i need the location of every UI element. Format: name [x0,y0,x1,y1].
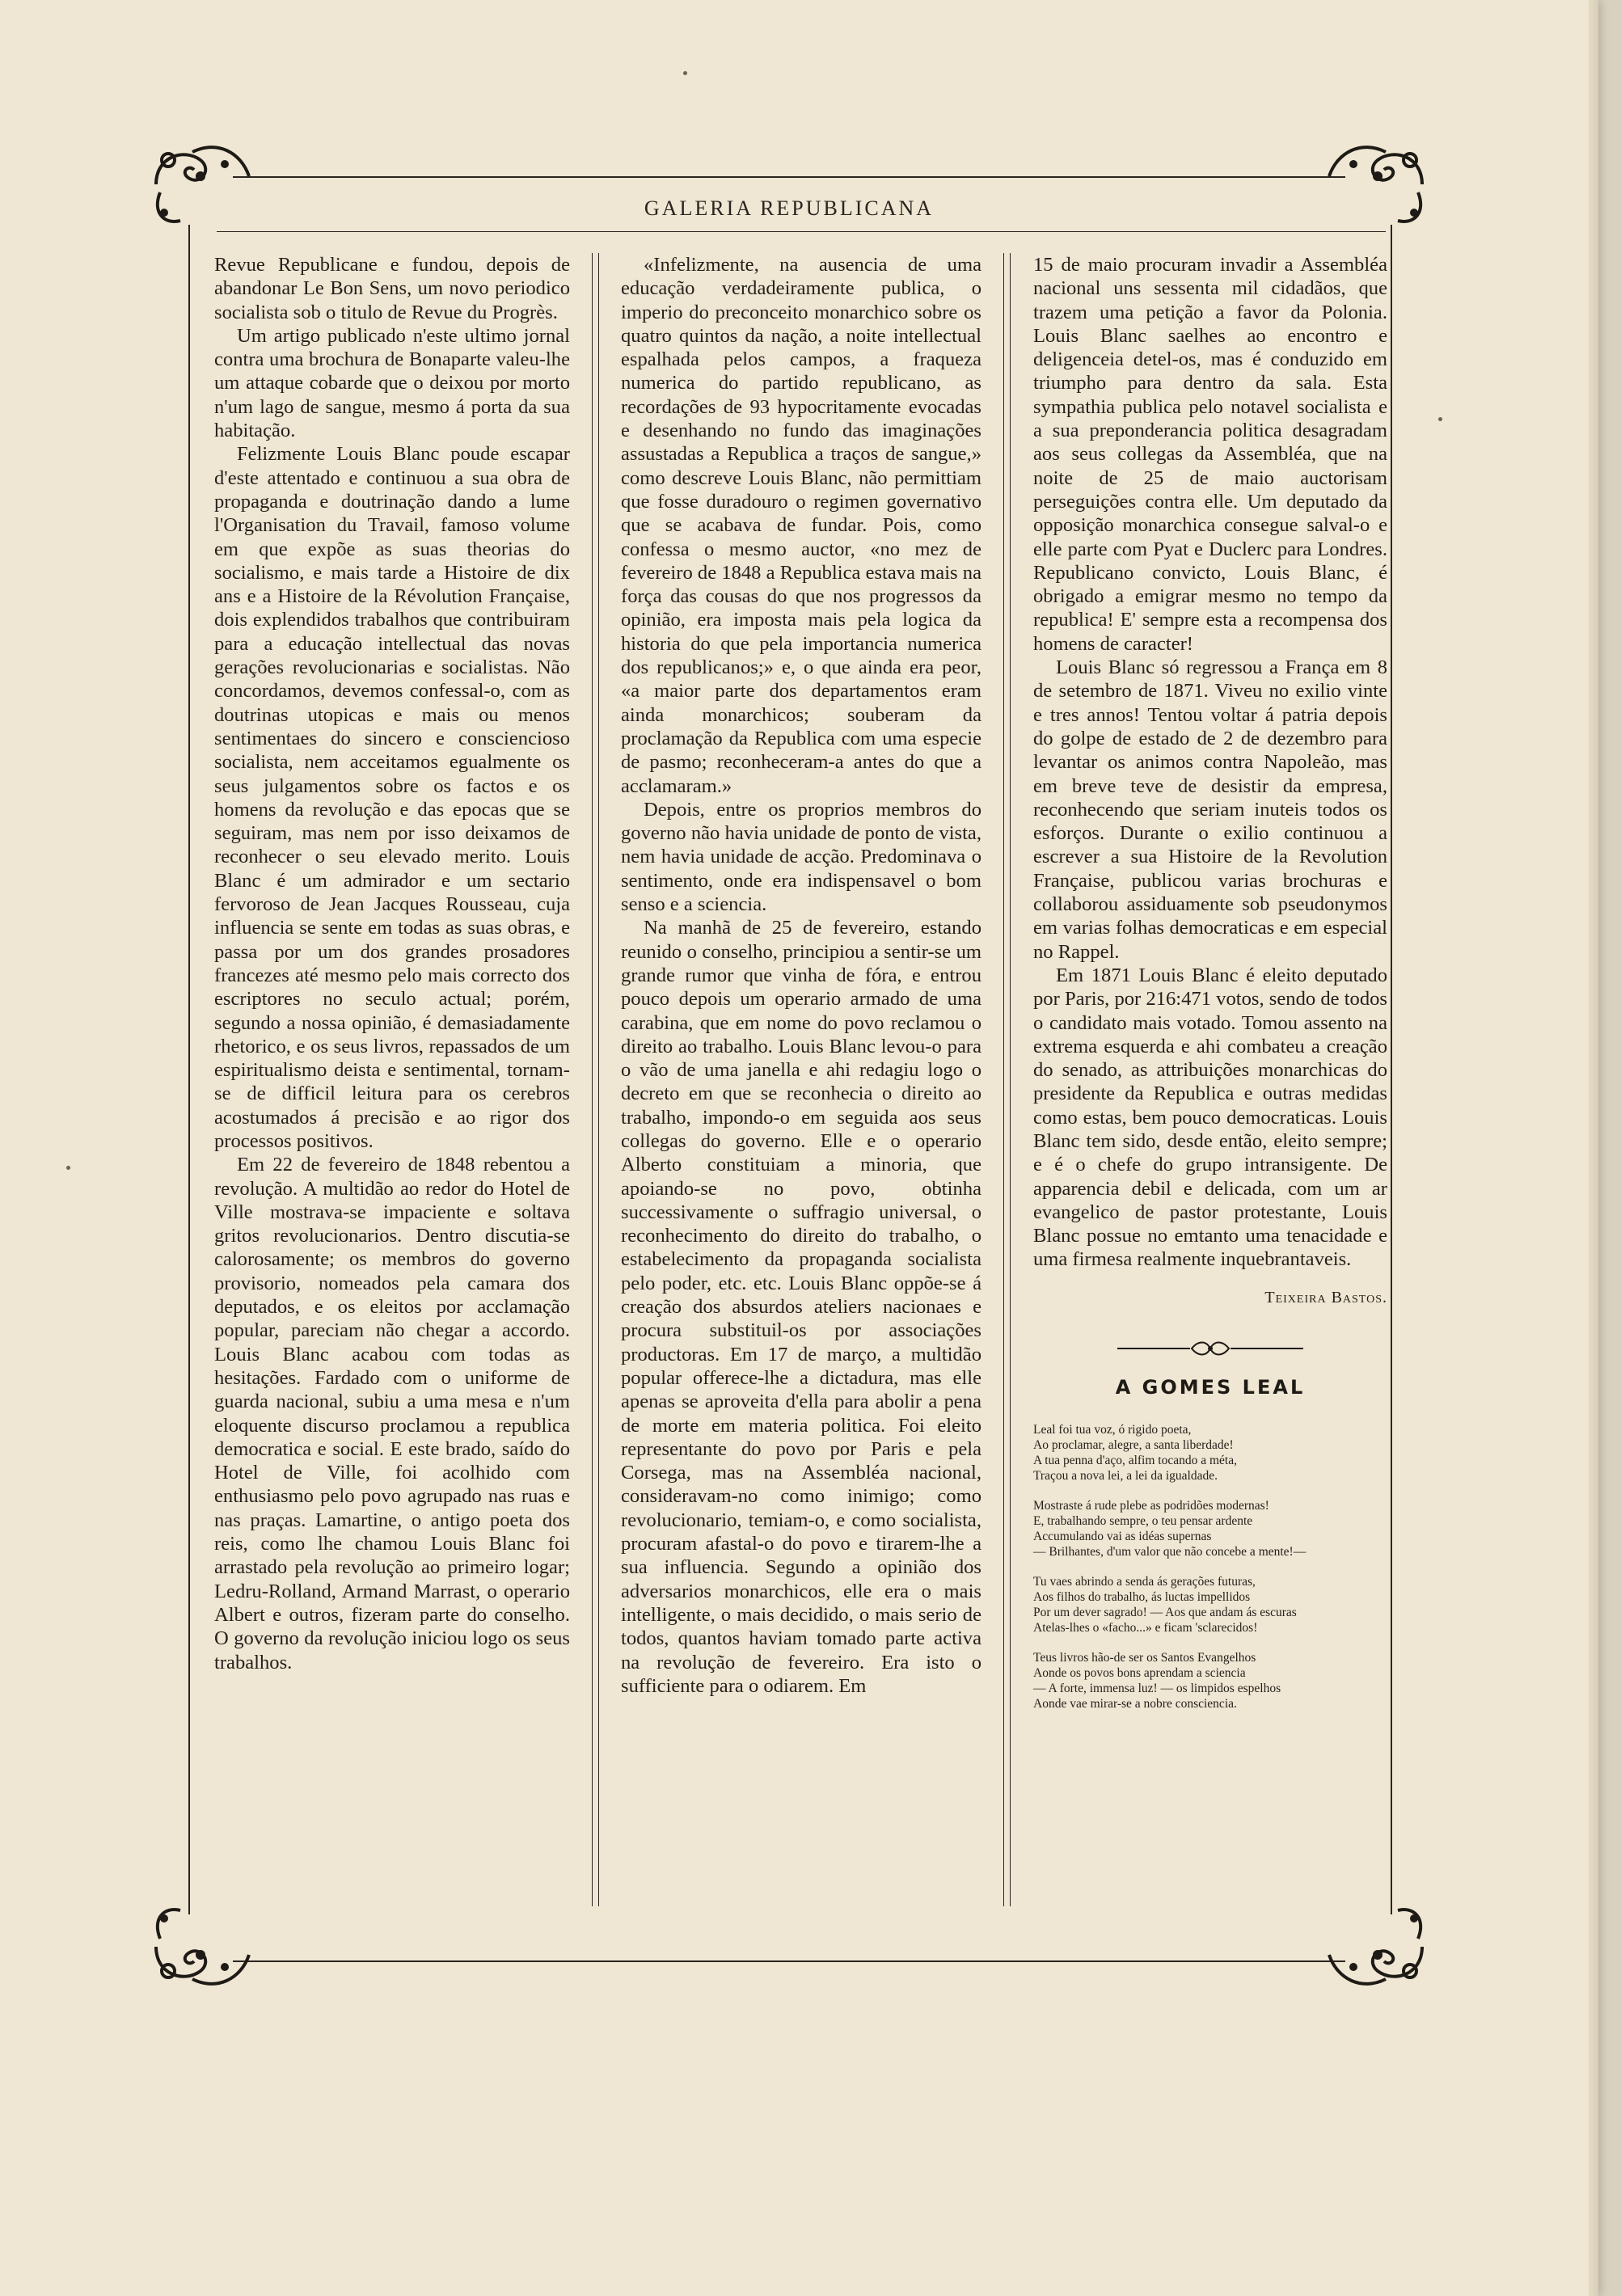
poem-line: Leal foi tua voz, ó rigido poeta, [1033,1423,1192,1437]
column-middle [621,253,981,1698]
poem-stanza [1033,1574,1387,1635]
frame-right-border [1391,225,1392,1914]
poem-line: — A forte, immensa luz! — os limpidos espelhos [1033,1682,1281,1696]
corner-ornament-bottom-right [1313,1898,1434,1995]
header-rule [217,231,1386,232]
poem [1033,1422,1387,1711]
paragraph: Em 1871 Louis Blanc é eleito deputado por Paris, por 216:471 votos, sendo de todos o candidato mais votado. Tomou assento na extrema esquerda e ahi combateu a creação do senado, as attribuições monarchicas do presidente da Republica e outras medidas como estas, bem pouco democraticas. Louis Blanc tem sido, desde então, eleito sempre; e é o chefe do grupo intransigente. De apparencia debil e delicada, com um ar evangelico de pastor protestante, Louis Blanc possue no emtanto uma tenacidade e uma firmesa realmente inquebrantaveis. [1033,964,1387,1271]
corner-ornament-bottom-left [144,1898,265,1995]
poem-line: Ao proclamar, alegre, a santa liberdade! [1033,1438,1234,1453]
poem-line: Atelas-lhes o «facho...» e ficam 'sclarecidos! [1033,1621,1258,1635]
poem-line: E, trabalhando sempre, o teu pensar ardente [1033,1514,1253,1529]
poem-line: A tua penna d'aço, alfim tocando a méta, [1033,1454,1237,1468]
poem-stanza [1033,1422,1387,1484]
poem-stanza [1033,1650,1387,1711]
paragraph: 15 de maio procuram invadir a Assembléa nacional uns sessenta mil cidadãos, que trazem uma petição a favor da Polonia. Louis Blanc saelhes ao encontro e deligenceia detel-os, mas é conduzido em triumpho para dentro da sala. Esta sympathia publica pelo notavel socialista e a sua preponderancia politica desagradam aos seus collegas da Assembléa, que na noite de 25 de maio auctorisam perseguições contra elle. Um deputado da opposição monarchica consegue salval-o e elle parte com Pyat e Duclerc para Londres. Republicano convicto, Louis Blanc, é obrigado a emigrar mesmo no tempo da republica! E' sempre esta a recompensa dos homens de caracter! [1033,254,1387,655]
poem-line: Accumulando vai as idéas supernas [1033,1530,1212,1544]
paragraph: Depois, entre os proprios membros do governo não havia unidade de ponto de vista, nem havia unidade de acção. Predominava o sentimento, onde era indispensavel o bom senso e a sciencia. [621,798,981,916]
paper-speck [1438,417,1442,421]
paragraph: Em 22 de fevereiro de 1848 rebentou a revolução. A multidão ao redor do Hotel de Ville mostrava-se impaciente e soltava gritos revolucionarios. Dentro discutia-se calorosamente; os membros do governo provisorio, nomeados pela camara dos deputados, e os eleitos por acclamação popular, pareciam não chegar a accordo. Louis Blanc acabou com todas as hesitações. Fardado com o uniforme de guarda nacional, subiu a uma mesa e n'um eloquente discurso proclamou a republica democratica e social. E este brado, saído do Hotel de Ville, foi acolhido com enthusiasmo pelo povo agrupado nas ruas e nas praças. Lamartine, o antigo poeta dos reis, como lhe chamou Louis Blanc foi arrastado pela revolução ao primeiro logar; Ledru-Rolland, Armand Marrast, o operario Albert e outros, fizeram parte do conselho. O governo da revolução iniciou logo os seus trabalhos. [214,1154,570,1673]
poem-line: Aos filhos do trabalho, ás luctas impellidos [1033,1590,1251,1605]
paragraph: Felizmente Louis Blanc poude escapar d'este attentado e continuou a sua obra de propaganda e doutrinação dando a lume l'Organisation du Travail, famoso volume em que expõe as suas theorias do socialismo, e mais tarde a Histoire de dix ans e a Histoire de la Révolution Française, dois explendidos trabalhos que contribuiram para a educação intellectual das novas gerações revolucionarias e socialistas. Não concordamos, devemos confessal-o, com as doutrinas utopicas e mais ou menos sentimentaes do sincero e consciencioso socialista, nem acceitamos egualmente os seus julgamentos sobre os factos e os homens da revolução e das epocas que se seguiram, mas nem por isso deixamos de reconhecer o seu elevado merito. Louis Blanc é um admirador e um sectario fervoroso de Jean Jacques Rousseau, cuja influencia se sente em todas as suas obras, e passa por um dos grandes prosadores francezes até mesmo pelo mais correcto dos escriptores no seculo actual; porém, segundo a nossa opinião, é demasiadamente rhetorico, e os seus livros, repassados de um espiritualismo deista e sentimental, tornam-se de difficil leitura para os cerebros acostumados á precisão e ao rigor dos processos positivos. [214,443,570,1152]
poem-line: Por um dever sagrado! — Aos que andam ás escuras [1033,1606,1297,1620]
frame-bottom-border [233,1960,1345,1962]
frame-left-border [188,225,190,1914]
divider-ornament [1117,1340,1303,1357]
column-divider [592,253,599,1906]
poem-line: Mostraste á rude plebe as podridões modernas! [1033,1499,1269,1513]
paper-speck [683,71,687,75]
page-fold [1589,0,1598,2296]
page-frame [144,136,1434,1995]
page-header-title: GALERIA REPUBLICANA [644,196,935,220]
paragraph: Louis Blanc só regressou a França em 8 de setembro de 1871. Viveu no exilio vinte e tres annos! Tentou voltar á patria depois do golpe de estado de 2 de dezembro para levantar os animos contra Napoleão, mas em breve teve de desistir da empresa, reconhecendo que seriam inuteis todos os esforços. Durante o exilio continuou a escrever a sua Histoire de la Revolution Française, publicou varias brochuras e collaborou assiduamente sob pseudonymos em varias folhas democraticas e em especial no Rappel. [1033,656,1387,963]
column-left [214,253,570,1674]
poem-line: Aonde vae mirar-se a nobre consciencia. [1033,1697,1237,1711]
poem-line: Teus livros hão-de ser os Santos Evangelhos [1033,1651,1256,1665]
column-divider [1003,253,1011,1906]
paragraph: «Infelizmente, na ausencia de uma educação verdadeiramente publica, o imperio do preconceito monarchico sobre os quatro quintos da nação, a noite intellectual espalhada pelos campos, a fraqueza numerica do partido republicano, as recordações de 93 hypocritamente evocadas e desenhando no fundo das imaginações assustadas a Republica a traços de sangue,» como descreve Louis Blanc, não permittiam que fosse duradouro o regimen governativo que se acabava de fundar. Pois, como confessa o mesmo auctor, «no mez de fevereiro de 1848 a Republica estava mais na força das cousas do que nos progressos da opinião, era imposta mais pela logica da historia do que pela importancia numerica dos republicanos;» e, o que ainda era peor, «a maior parte dos departamentos eram ainda monarchicos; souberam da proclamação da Republica com uma especie de pasmo; reconheceram-a antes do que a acclamaram.» [621,254,981,797]
poem-line: Aonde os povos bons aprendam a sciencia [1033,1666,1246,1681]
poem-title: A GOMES LEAL [1115,1376,1306,1399]
paragraph: Revue Republicane e fundou, depois de abandonar Le Bon Sens, um novo periodico socialista sob o titulo de Revue du Progrès. [214,254,570,323]
author-signature: Teixeira Bastos. [1264,1288,1387,1306]
paper-speck [66,1166,70,1170]
frame-top-border [233,176,1345,178]
poem-line: Tu vaes abrindo a senda ás gerações futuras, [1033,1575,1256,1589]
poem-line: — Brilhantes, d'um valor que não concebe a mente!— [1033,1545,1307,1560]
column-right [1033,253,1387,1726]
paragraph: Um artigo publicado n'este ultimo jornal contra uma brochura de Bonaparte valeu-lhe um attaque cobarde que o deixou por morto n'um lago de sangue, mesmo á porta da sua habitação. [214,324,570,442]
poem-stanza [1033,1498,1387,1560]
paragraph: Na manhã de 25 de fevereiro, estando reunido o conselho, principiou a sentir-se um grande rumor que vinha de fóra, e entrou pouco depois um operario armado de uma carabina, que em nome do povo reclamou o direito ao trabalho. Louis Blanc levou-o para o vão de uma janella e ahi redagiu logo o decreto em que se reconhecia o direito ao trabalho, impondo-o em seguida aos seus collegas do governo. Elle e o operario Alberto constituiam a minoria, que apoiando-se no povo, obtinha successivamente o suffragio universal, o reconhecimento do direito do trabalho, o estabelecimento da propaganda socialista pelo poder, etc. etc. Louis Blanc oppõe-se á creação dos absurdos ateliers nacionaes e procura substituil-os por associações productoras. Em 17 de março, a multidão popular offerece-lhe a dictadura, mas elle apenas se aproveita d'ella para abolir a pena de morte em materia politica. Foi eleito representante do povo por Paris e pela Corsega, mas na Assembléa nacional, consideravam-no como inimigo; como revolucionario, temiam-o, e como socialista, procuram afastal-o do povo e tirarem-lhe a sua influencia. Segundo a opinião dos adversarios monarchicos, elle era o mais intelligente, o mais decidido, o mais serio de todos, quantos haviam tomado parte activa na revolução de fevereiro. Era isto o sufficiente para o odiarem. Em [621,917,981,1697]
poem-line: Traçou a nova lei, a lei da igualdade. [1033,1469,1218,1484]
